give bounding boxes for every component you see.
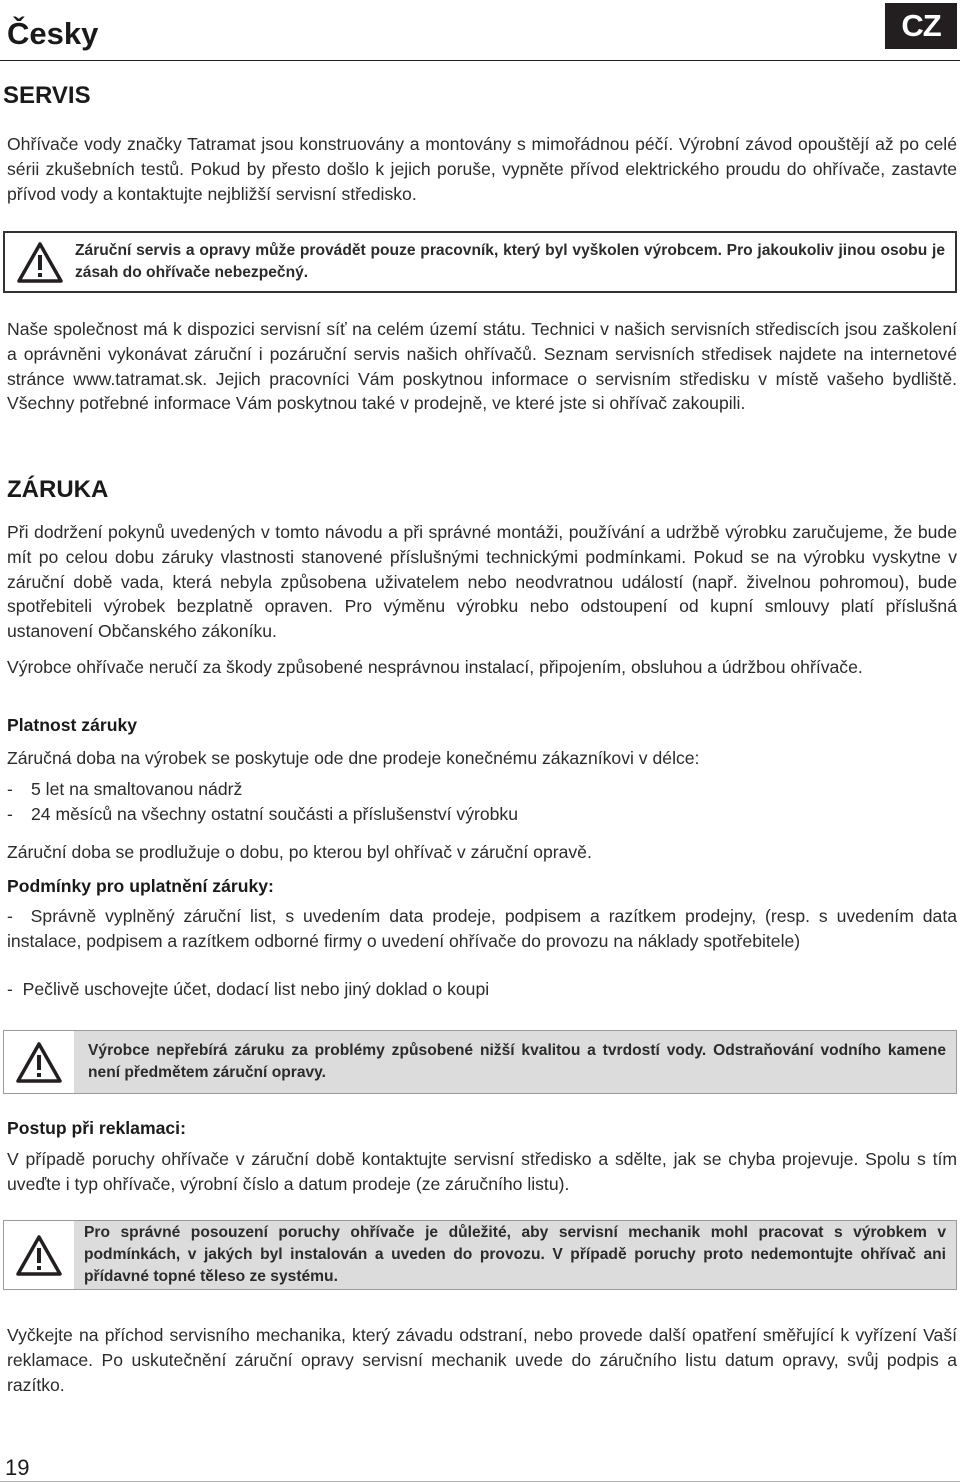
zaruka-heading: ZÁRUKA xyxy=(7,476,109,503)
header-divider xyxy=(0,60,960,61)
warning-icon xyxy=(4,1031,74,1093)
servis-warning-box xyxy=(3,231,957,293)
platnost-heading: Platnost záruky xyxy=(7,715,138,735)
postup-heading: Postup při reklamaci: xyxy=(7,1118,186,1138)
postup-text: V případě poruchy ohřívače v záruční době kontaktujte servisní středisko a sdělte, jak se chyba projevuje. Spolu s tím uveďte i typ ohřívače, výrobní číslo a datum prodeje (ze záručního listu). xyxy=(7,1149,957,1194)
posouzeni-warning-text: Pro správné posouzení poruchy ohřívače je důležité, aby servisní mechanik mohl pracovat s výrobkem v podmínkách, v jakých byl instalován a uveden do provozu. V případě poruchy proto nedemontujte ohřívač ani přídavné topné těleso ze systému. xyxy=(84,1224,946,1285)
list-item: - 5 let na smaltovanou nádrž xyxy=(7,779,243,799)
warning-icon xyxy=(5,233,75,291)
servis-heading: SERVIS xyxy=(3,82,91,109)
footer-divider xyxy=(0,1481,960,1482)
language-title: Česky xyxy=(7,16,99,51)
zaruka-intro-paragraph: Při dodržení pokynů uvedených v tomto návodu a při správné montáži, používání a udržbě výrobku zaručujeme, že bude mít po celou dobu záruky vlastnosti stanovené příslušnými technickými podmínkami. Pokud se na výrobku vyskytne v záruční době vada, která nebyla způsobena uživatelem nebo neodvratnou událostí (např. živelnou pohromou), bude spotřebiteli výrobek bezplatně opraven. Pro výměnu výrobku nebo odstoupení od kupní smlouvy platí příslušná ustanovení Občanského zákoníku. xyxy=(7,522,957,642)
servis-warning-text: Záruční servis a opravy může provádět pouze pracovník, který byl vyškolen výrobcem. Pro jakoukoliv jinou osobu je zásah do ohřívače nebezpečný. xyxy=(75,242,945,281)
zaruka-warning-box xyxy=(3,1030,957,1094)
prodluzuje-text: Záruční doba se prodlužuje o dobu, po kterou byl ohřívač v záruční opravě. xyxy=(7,842,592,862)
zaruka-liability-paragraph: Výrobce ohřívače neručí za škody způsobené nesprávnou instalací, připojením, obsluhou a údržbou ohřívače. xyxy=(7,657,863,677)
warning-icon xyxy=(4,1221,74,1289)
page-header xyxy=(0,0,960,62)
zaruka-warning-text: Výrobce nepřebírá záruku za problémy způsobené nižší kvalitou a tvrdostí vody. Odstraňování vodního kamene není předmětem záruční opravy. xyxy=(88,1042,946,1081)
servis-intro-paragraph: Ohřívače vody značky Tatramat jsou konstruovány a montovány s mimořádnou péčí. Výrobní závod opouštějí až po celé sérii zkušebních testů. Pokud by přesto došlo k jejich poruše, vypněte přívod elektrického proudu do ohřívače, zastavte přívod vody a kontaktujte nejbližší servisní středisko. xyxy=(7,134,957,204)
platnost-text: Záručná doba na výrobek se poskytuje ode dne prodeje konečnému zákazníkovi v délce: xyxy=(7,748,700,768)
servis-network-paragraph: Naše společnost má k dispozici servisní síť na celém území státu. Technici v našich servisních střediscích jsou zaškolení a oprávněni vykonávat záruční i pozáruční servis našich ohřívačů. Seznam servisních středisek najdete na internetové stránce www.tatramat.sk. Jejich pracovníci Vám poskytnou informace o servisním středisku v místě vašeho bydliště. Všechny potřebné informace Vám poskytnou také v prodejně, ve které jste si ohřívač zakoupili. xyxy=(7,319,957,414)
page-number: 19 xyxy=(5,1455,30,1480)
list-item: - Správně vyplněný záruční list, s uvedením data prodeje, podpisem a razítkem prodejny, (resp. s uvedením data instalace, podpisem a razítkem odborné firmy o uvedení ohřívače do provozu na náklady spotřebitele) xyxy=(7,906,957,951)
list-item: - Pečlivě uschovejte účet, dodací list nebo jiný doklad o koupi xyxy=(7,979,490,999)
final-paragraph: Vyčkejte na příchod servisního mechanika, který závadu odstraní, nebo provede další opatření směřující k vyřízení Vaší reklamace. Po uskutečnění záruční opravy servisní mechanik uvede do záručního listu datum opravy, svůj podpis a razítko. xyxy=(7,1325,957,1395)
posouzeni-warning-box xyxy=(3,1220,957,1290)
list-item: - 24 měsíců na všechny ostatní součásti a příslušenství výrobku xyxy=(7,804,518,824)
language-badge: CZ xyxy=(885,3,957,49)
podminky-heading: Podmínky pro uplatnění záruky: xyxy=(7,876,274,896)
